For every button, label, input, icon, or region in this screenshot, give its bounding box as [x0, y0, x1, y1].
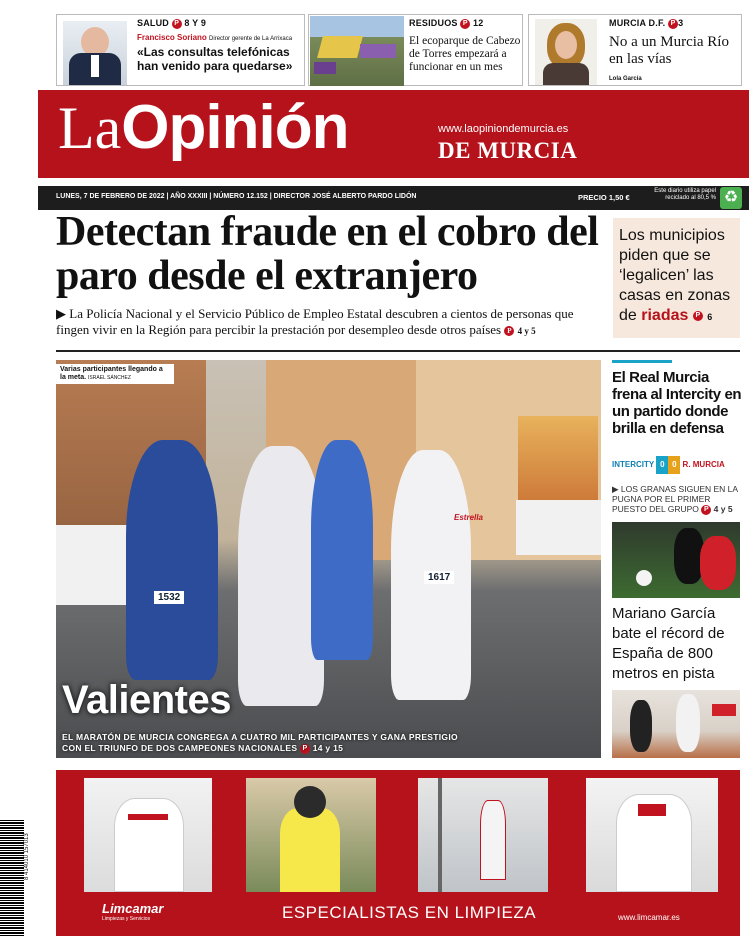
page-ref: 4 y 5 — [713, 504, 733, 514]
ad-limcamar[interactable] — [56, 770, 740, 936]
page-ref: 6 — [707, 312, 713, 322]
photo-credit: ISRAEL SÁNCHEZ — [88, 375, 131, 381]
ad-slogan: ESPECIALISTAS EN LIMPIEZA — [282, 903, 537, 922]
ad-photo-cleaner-3 — [418, 778, 548, 892]
ad-brand — [102, 901, 163, 922]
arrow-icon: ▶ — [56, 306, 66, 321]
lead-deck — [56, 306, 604, 339]
bib-number: 1617 — [424, 571, 454, 584]
away-score: 0 — [668, 456, 680, 474]
interviewee-role: Director gerente de La Arrixaca — [209, 36, 293, 42]
teaser-residuos[interactable] — [308, 14, 523, 86]
page-ref: 3 — [678, 18, 684, 28]
marathon-photo[interactable] — [56, 360, 601, 758]
ad-url[interactable]: www.limcamar.es — [618, 913, 680, 922]
dateline-bar — [38, 186, 749, 210]
home-score: 0 — [656, 456, 668, 474]
portrait-soriano — [63, 21, 127, 85]
byline: Lola García — [609, 76, 642, 82]
photo-caption — [56, 364, 174, 384]
sidebar-riadas[interactable] — [613, 218, 740, 338]
sports-rule — [612, 360, 672, 363]
page-ref: 14 y 15 — [312, 743, 344, 753]
page-badge: P — [172, 19, 182, 29]
teaser-salud[interactable] — [56, 14, 305, 86]
section-label: SALUD — [137, 18, 169, 28]
recycled-note: Este diario utiliza papel reciclado al 80,5 % — [654, 188, 716, 201]
scoreboard — [612, 456, 742, 474]
photo-deck-text: EL MARATÓN DE MURCIA CONGREGA A CUATRO MIL PARTICIPANTES Y GANA PRESTIGIO CON EL TRIUNFO DE DOS CAMPEONES NACIONALES — [62, 732, 458, 753]
rule — [56, 350, 740, 352]
page-badge: P — [504, 326, 514, 336]
teaser-murcia-df[interactable] — [528, 14, 742, 86]
brand-name: Limcamar — [102, 901, 164, 916]
caption-text: Varias participantes llegando a la meta. — [60, 366, 163, 381]
sports-sub-text: LOS GRANAS SIGUEN EN LA PUGNA POR EL PRIMER PUESTO DEL GRUPO — [612, 484, 738, 514]
section-label: MURCIA D.F. — [609, 18, 666, 28]
arrow-icon: ▶ — [612, 484, 619, 494]
page-ref: 8 Y 9 — [184, 18, 207, 28]
page-ref: 12 — [473, 18, 484, 28]
brand-sub: Limpiezas y Servicios — [102, 916, 151, 922]
teaser-text: El ecoparque de Cabezo de Torres empezará a funcionar en un mes — [409, 35, 521, 73]
title-la: La — [58, 95, 122, 161]
away-team: R. MURCIA — [682, 460, 725, 469]
bib-number: 1532 — [154, 591, 184, 604]
athletics-text[interactable]: Mariano García bate el récord de España de 800 metros en pista — [612, 605, 725, 682]
teaser-text: No a un Murcia Río en las vías — [609, 34, 729, 67]
ecoparque-photo — [310, 16, 404, 86]
section-label: RESIDUOS — [409, 18, 458, 28]
teaser-quote: «Las consultas telefónicas han venido para quedarse» — [137, 45, 293, 73]
masthead-title[interactable] — [58, 92, 348, 163]
recycle-icon: ♻ — [720, 187, 742, 209]
ad-photo-cleaner-1 — [84, 778, 212, 892]
barcode-number: 8 414010 157013 — [24, 833, 30, 880]
ad-photo-cleaner-4 — [586, 778, 718, 892]
masthead-subtitle: DE MURCIA — [438, 138, 578, 163]
dateline-info: LUNES, 7 DE FEBRERO DE 2022 | AÑO XXXIII | NÚMERO 12.152 | DIRECTOR JOSÉ ALBERTO PARDO LIDÓN — [56, 193, 417, 200]
sports-headline[interactable]: El Real Murcia frena al Intercity en un partido donde brilla en defensa — [612, 369, 742, 437]
ad-photo-cleaner-2 — [246, 778, 376, 892]
page-badge: P — [460, 19, 470, 29]
title-opinion: Opinión — [121, 93, 349, 162]
photo-headline: Valientes — [62, 678, 231, 722]
sponsor-banner: Estrella — [454, 513, 483, 522]
interviewee-name: Francisco Soriano — [137, 33, 207, 42]
lead-headline[interactable]: Detectan fraude en el cobro del paro desde el extranjero — [56, 209, 599, 299]
lead-deck-text: La Policía Nacional y el Servicio Público de Empleo Estatal descubren a cientos de personas que fingen vivir en la Región para percibir la prestación por desempleo desde otros países — [56, 306, 574, 337]
page-badge: P — [693, 311, 703, 321]
photo-deck — [62, 732, 462, 754]
page-badge: P — [668, 19, 678, 29]
masthead — [38, 90, 749, 178]
athletics-photo[interactable] — [612, 690, 740, 758]
barcode — [0, 820, 24, 936]
page-badge: P — [300, 744, 310, 754]
sidebar-text: Los municipios piden que se ‘legalicen’ las casas en zonas de — [619, 227, 731, 324]
masthead-url[interactable]: www.laopiniondemurcia.es — [438, 123, 569, 135]
sports-sub — [612, 484, 742, 515]
price: PRECIO 1,50 € — [578, 193, 630, 202]
page-badge: P — [701, 505, 711, 515]
portrait-lola-garcia — [535, 19, 597, 85]
home-team: INTERCITY — [612, 460, 655, 469]
sidebar-highlight: riadas — [641, 307, 689, 324]
page-ref: 4 y 5 — [517, 326, 536, 336]
football-photo[interactable] — [612, 522, 740, 598]
